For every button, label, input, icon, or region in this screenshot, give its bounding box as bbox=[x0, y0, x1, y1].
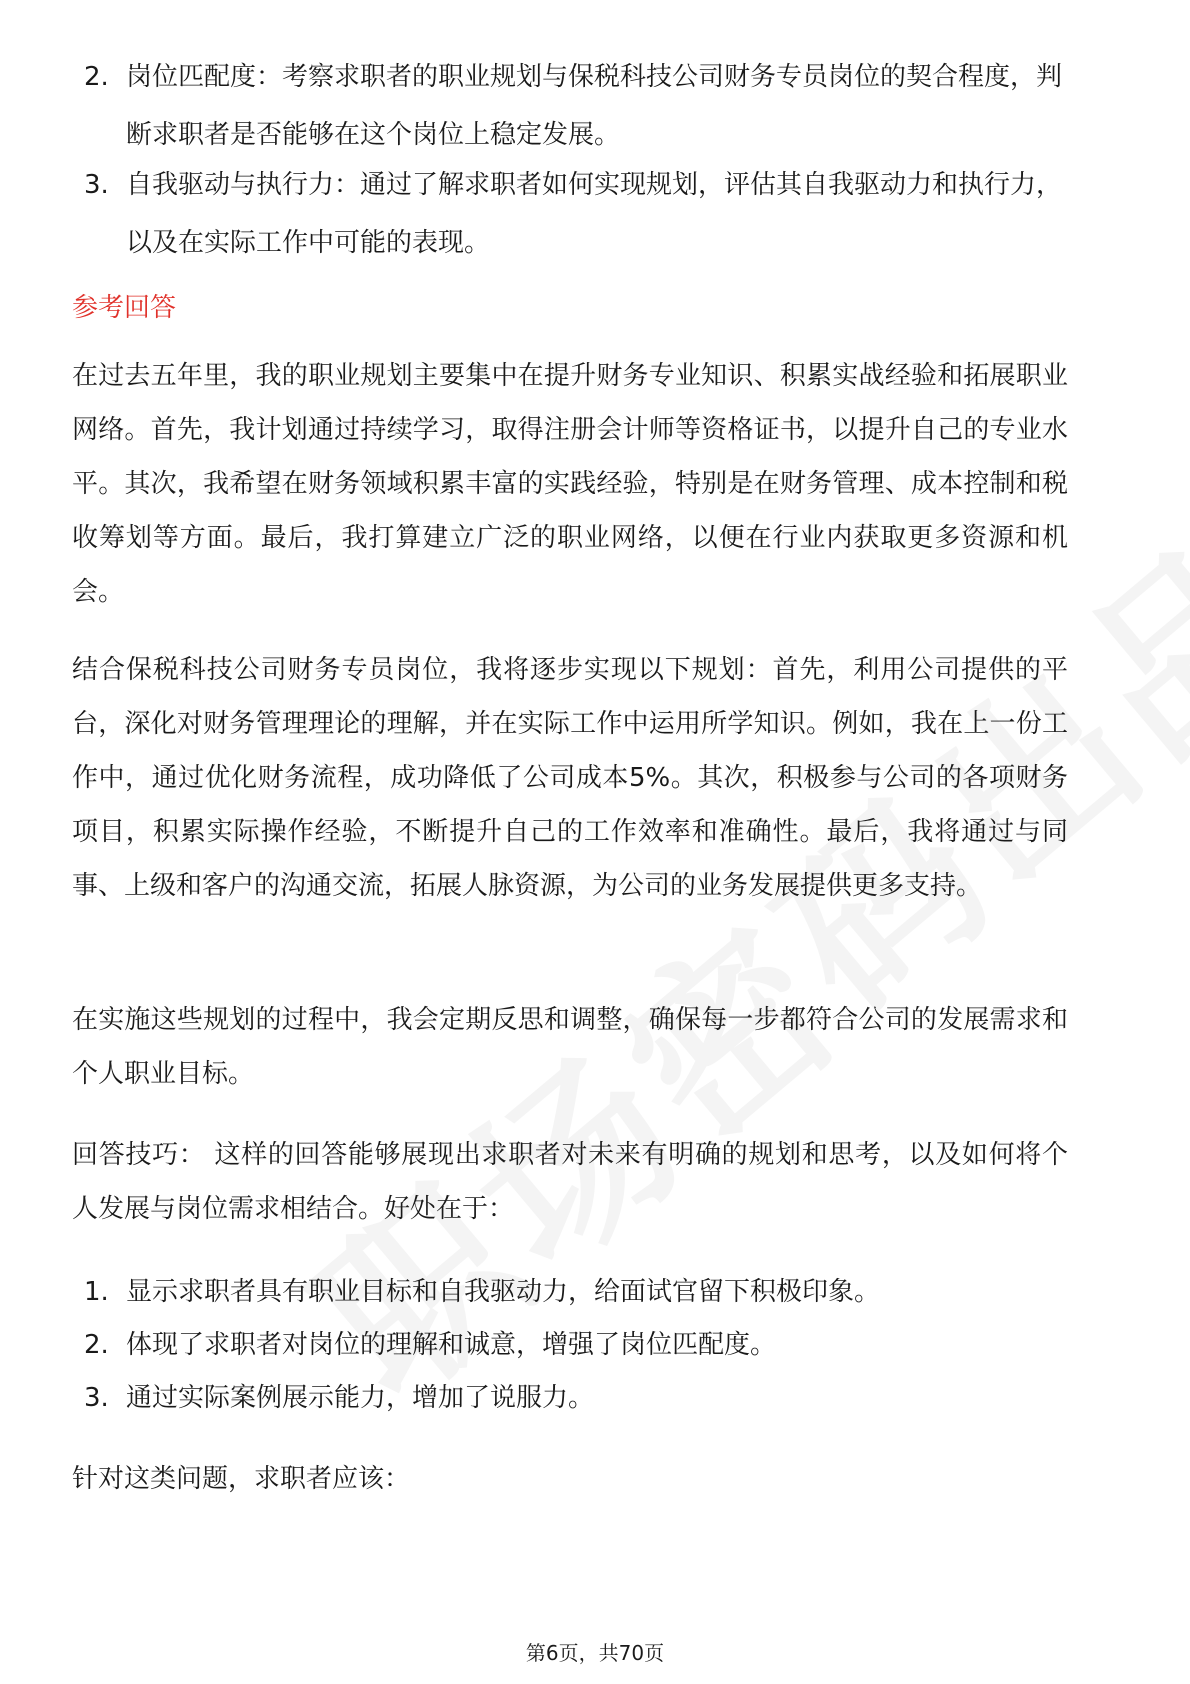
evaluation-points-list bbox=[72, 48, 1072, 272]
closing-line: 针对这类问题，求职者应该： bbox=[72, 1464, 411, 1494]
page-number-footer: 第6页，共70页 bbox=[525, 1641, 665, 1665]
list-item-text: 自我驱动与执行力：通过了解求职者如何实现规划，评估其自我驱动力和执行力，以及在实际工作中可能的表现。 bbox=[126, 170, 1063, 258]
answer-paragraph: 在实施这些规划的过程中，我会定期反思和调整，确保每一步都符合公司的发展需求和个人职业目标。 bbox=[72, 1005, 1068, 1089]
list-item-text: 显示求职者具有职业目标和自我驱动力，给面试官留下积极印象。 bbox=[126, 1277, 881, 1307]
list-item-text: 通过实际案例展示能力，增加了说服力。 bbox=[126, 1383, 595, 1413]
list-item bbox=[72, 1263, 1072, 1316]
list-item-number: 3. bbox=[84, 1383, 109, 1413]
list-item bbox=[72, 1369, 1072, 1422]
list-item-number: 2. bbox=[84, 1330, 109, 1360]
list-item-number: 2. bbox=[84, 62, 109, 92]
answer-paragraph: 在过去五年里，我的职业规划主要集中在提升财务专业知识、积累实战经验和拓展职业网络。首先，我计划通过持续学习，取得注册会计师等资格证书，以提升自己的专业水平。其次，我希望在财务领域积累丰富的实践经验，特别是在财务管理、成本控制和税收筹划等方面。最后，我打算建立广泛的职业网络，以便在行业内获取更多资源和机会。 bbox=[72, 361, 1068, 607]
benefits-list bbox=[72, 1263, 1072, 1422]
list-item bbox=[72, 1316, 1072, 1369]
list-item-text: 体现了求职者对岗位的理解和诚意，增强了岗位匹配度。 bbox=[126, 1330, 777, 1360]
tips-paragraph: 回答技巧： 这样的回答能够展现出求职者对未来有明确的规划和思考，以及如何将个人发展与岗位需求相结合。好处在于： bbox=[72, 1140, 1068, 1224]
list-item-text: 岗位匹配度：考察求职者的职业规划与保税科技公司财务专员岗位的契合程度，判断求职者是否能够在这个岗位上稳定发展。 bbox=[126, 62, 1063, 150]
list-item-number: 1. bbox=[84, 1277, 109, 1307]
list-item-number: 3. bbox=[84, 170, 109, 200]
list-item bbox=[72, 156, 1072, 272]
list-item bbox=[72, 48, 1072, 164]
section-heading: 参考回答 bbox=[72, 293, 177, 323]
answer-paragraph: 结合保税科技公司财务专员岗位，我将逐步实现以下规划：首先，利用公司提供的平台，深化对财务管理理论的理解，并在实际工作中运用所学知识。例如，我在上一份工作中，通过优化财务流程，成功降低了公司成本5%。其次，积极参与公司的各项财务项目，积累实际操作经验，不断提升自己的工作效率和准确性。最后，我将通过与同事、上级和客户的沟通交流，拓展人脉资源，为公司的业务发展提供更多支持。 bbox=[72, 655, 1068, 901]
